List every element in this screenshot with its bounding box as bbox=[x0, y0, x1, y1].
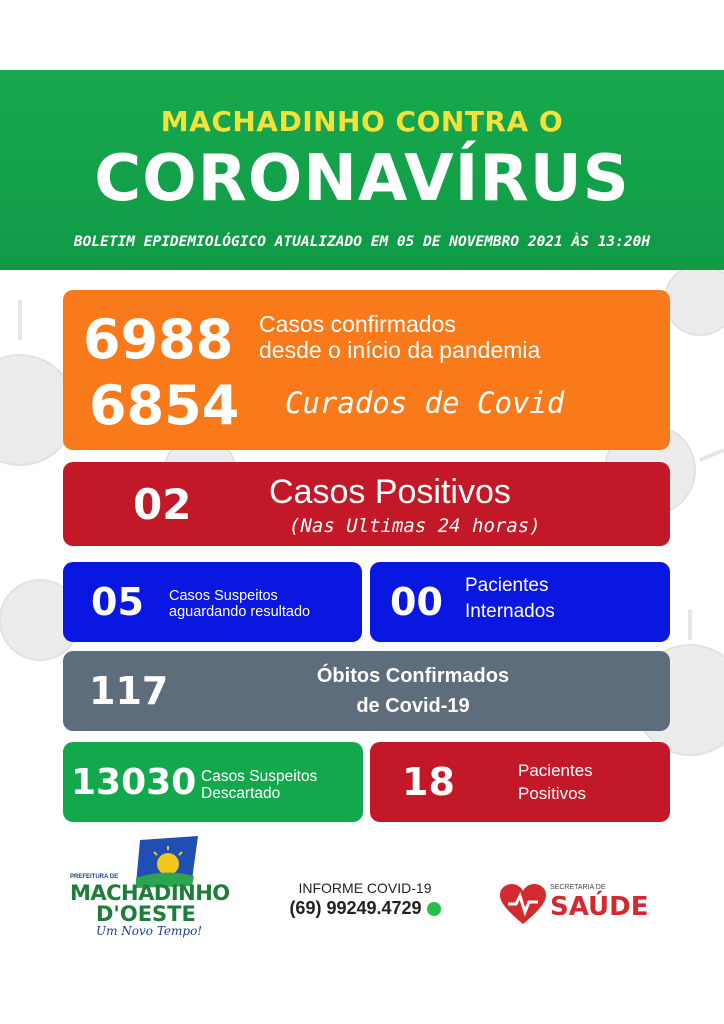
positive-value: 02 bbox=[133, 480, 192, 529]
confirmed-label-1: Casos confirmados bbox=[259, 311, 456, 337]
positive-sublabel: (Nas Ultimas 24 horas) bbox=[289, 515, 541, 537]
positive-patients-card bbox=[370, 742, 670, 822]
hotline-label: INFORME COVID-19 bbox=[298, 880, 432, 896]
hotline-block bbox=[270, 880, 460, 919]
suspected-label-2: aguardando resultado bbox=[169, 604, 311, 620]
discarded-label-1: Casos Suspeitos bbox=[201, 768, 318, 785]
discarded-card bbox=[63, 742, 363, 822]
confirmed-value: 6988 bbox=[83, 308, 234, 371]
deaths-label-1: Óbitos Confirmados bbox=[316, 665, 510, 687]
deaths-value: 117 bbox=[89, 669, 169, 713]
hotline-number-row bbox=[270, 898, 460, 919]
deaths-label-2: de Covid-19 bbox=[356, 695, 470, 717]
logo-slogan: Um Novo Tempo! bbox=[96, 924, 203, 938]
positive-label: Casos Positivos bbox=[269, 473, 511, 511]
header-kicker: MACHADINHO CONTRA O bbox=[160, 105, 564, 138]
saude-logo bbox=[500, 880, 670, 930]
bulletin-date: BOLETIM EPIDEMIOLÓGICO ATUALIZADO EM 05 DE NOVEMBRO 2021 ÀS 13:20H bbox=[73, 234, 651, 250]
logo-small-text: PREFEITURA DE bbox=[70, 874, 119, 880]
municipality-logo bbox=[70, 830, 240, 940]
logo-name-2: D'OESTE bbox=[96, 902, 196, 926]
cured-label: Curados de Covid bbox=[285, 386, 565, 420]
confirmed-cured-card bbox=[63, 290, 670, 450]
saude-small-text: SECRETARIA DE bbox=[550, 884, 606, 891]
saude-name: SAÚDE bbox=[550, 892, 649, 922]
suspected-label-1: Casos Suspeitos bbox=[169, 588, 278, 604]
positive-cases-card bbox=[63, 462, 670, 546]
logo-name-1: MACHADINHO bbox=[70, 881, 230, 905]
positive-patients-value: 18 bbox=[402, 760, 455, 804]
hospitalized-label-1: Pacientes bbox=[465, 575, 549, 596]
deaths-card bbox=[63, 651, 670, 731]
confirmed-label-2: desde o início da pandemia bbox=[259, 337, 541, 363]
whatsapp-icon bbox=[427, 902, 441, 916]
hospitalized-card bbox=[370, 562, 670, 642]
positive-patients-label-1: Pacientes bbox=[518, 761, 593, 780]
suspected-card bbox=[63, 562, 362, 642]
positive-patients-label-2: Positivos bbox=[518, 784, 587, 803]
discarded-value: 13030 bbox=[71, 762, 197, 803]
header-title: CORONAVÍRUS bbox=[94, 142, 630, 216]
heart-icon bbox=[500, 884, 546, 926]
cured-value: 6854 bbox=[89, 374, 240, 437]
header-banner bbox=[0, 70, 724, 270]
suspected-value: 05 bbox=[91, 580, 144, 624]
discarded-label-2: Descartado bbox=[201, 785, 281, 802]
hospitalized-value: 00 bbox=[390, 580, 443, 624]
hotline-number: (69) 99249.4729 bbox=[289, 898, 422, 918]
hospitalized-label-2: Internados bbox=[465, 601, 555, 622]
